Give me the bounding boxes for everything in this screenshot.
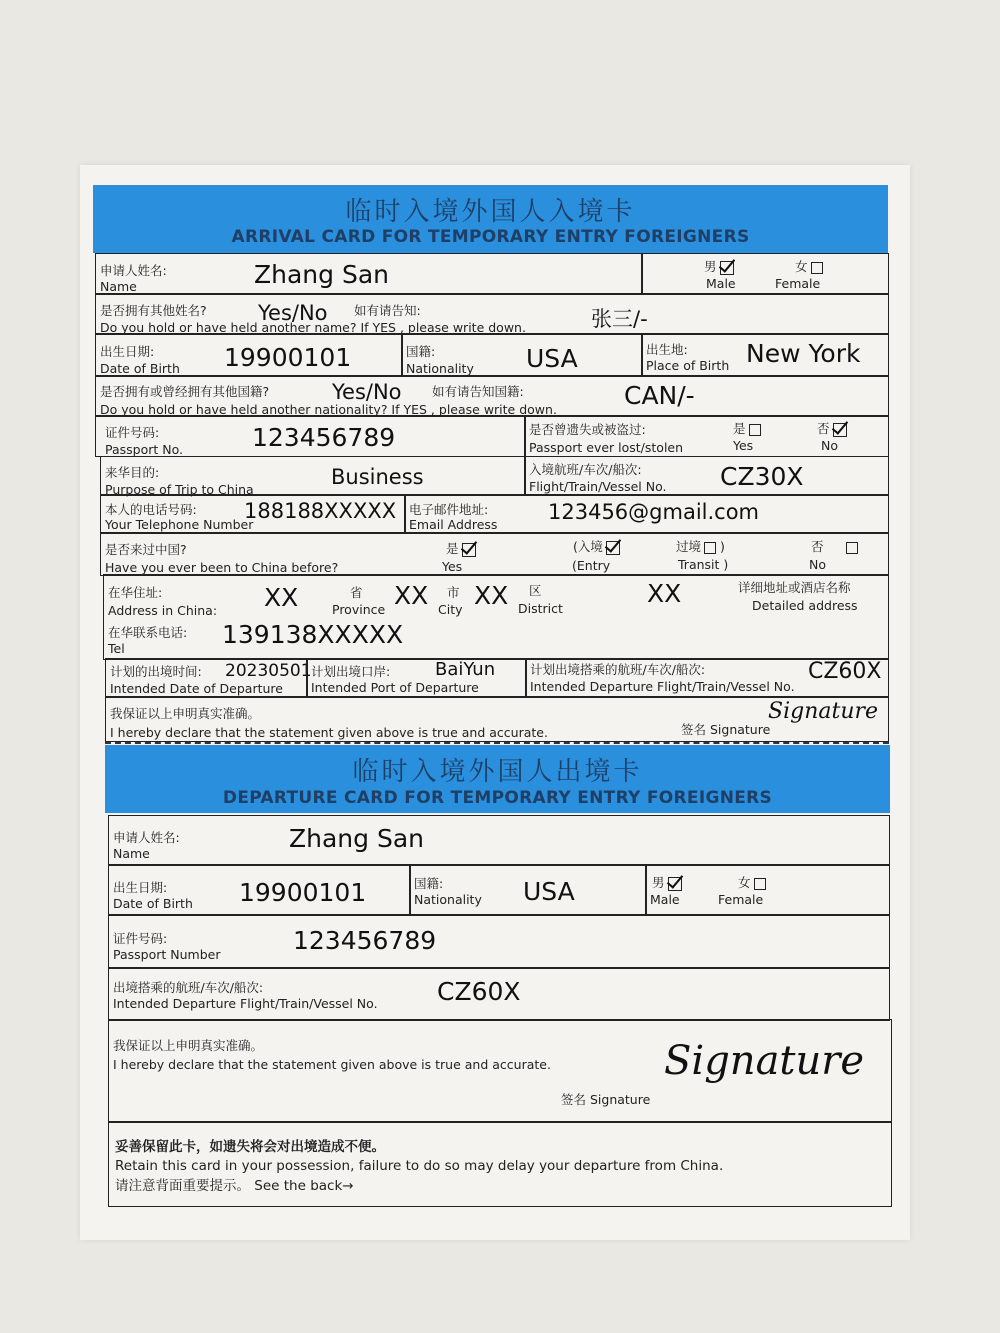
pob-label-zh: 出生地: <box>646 342 688 357</box>
pob-value: New York <box>746 339 861 368</box>
dep-card-female-checkbox-icon <box>754 878 766 890</box>
dob-value: 19900101 <box>224 343 352 372</box>
passport-value: 123456789 <box>252 423 396 452</box>
dep-card-dob-label-en: Date of Birth <box>113 896 193 911</box>
departure-name-cell[interactable] <box>108 815 890 865</box>
female-checkbox-icon <box>811 262 823 274</box>
dep-port-label-zh: 计划出境口岸: <box>311 664 391 679</box>
dep-card-nationality-label-en: Nationality <box>414 892 482 907</box>
dep-port-label-en: Intended Port of Departure <box>311 680 479 695</box>
arrival-other-name-cell[interactable] <box>95 293 889 335</box>
arrival-address-cell[interactable] <box>103 574 889 660</box>
arrival-male-option[interactable]: 男 <box>704 259 734 275</box>
dep-flight-label-en: Intended Departure Flight/Train/Vessel No. <box>530 679 795 694</box>
china-tel-label-zh: 在华联系电话: <box>108 625 188 640</box>
address-label-en: Address in China: <box>108 603 218 618</box>
address-district-value: XX <box>474 581 509 610</box>
lost-yes-option[interactable]: 是 <box>733 421 761 436</box>
arrival-pob-cell[interactable] <box>641 333 889 377</box>
other-nationality-label-en: Do you hold or have held another nationality? If YES , please write down. <box>100 402 557 417</box>
departure-declaration-cell[interactable] <box>108 1019 892 1123</box>
lost-yes-checkbox-icon <box>749 424 761 436</box>
lost-no-option[interactable]: 否 <box>817 421 847 437</box>
see-back-notice: 请注意背面重要提示。 See the back→ <box>115 1178 354 1194</box>
china-tel-label-en: Tel <box>108 641 125 656</box>
dep-card-nationality-value: USA <box>523 877 575 906</box>
dep-card-signature: Signature <box>664 1038 865 1084</box>
arrival-signature: Signature <box>768 699 879 724</box>
arrival-name-value: Zhang San <box>254 260 389 289</box>
been-no-checkbox-icon <box>846 542 858 554</box>
email-label-en: Email Address <box>409 517 498 532</box>
male-checked-icon <box>720 261 734 275</box>
arrival-female-option[interactable]: 女 <box>795 259 823 274</box>
been-entry-checked-icon <box>606 541 620 555</box>
arrival-card-header <box>93 185 888 253</box>
arrival-declaration-cell[interactable] <box>105 696 889 742</box>
departure-title-en: DEPARTURE CARD FOR TEMPORARY ENTRY FOREIGNERS <box>222 788 773 808</box>
dep-date-value: 20230501 <box>225 661 312 681</box>
arrival-tel-cell[interactable] <box>100 494 406 534</box>
address-city-value: XX <box>394 581 429 610</box>
nationality-label-en: Nationality <box>406 361 474 376</box>
dep-card-flight-value: CZ60X <box>437 977 521 1006</box>
dep-date-label-zh: 计划的出境时间: <box>110 664 202 679</box>
arrival-title-zh: 临时入境外国人入境卡 <box>345 197 636 227</box>
dep-card-passport-label-zh: 证件号码: <box>113 931 168 946</box>
district-label-zh: 区 <box>529 583 542 598</box>
other-nationality-value: CAN/- <box>624 381 695 410</box>
province-label-en: Province <box>332 602 386 617</box>
purpose-label-en: Purpose of Trip to China <box>105 482 254 497</box>
arrival-name-label-en: Name <box>100 279 137 294</box>
dep-flight-value: CZ60X <box>808 659 882 684</box>
purpose-value: Business <box>331 465 424 489</box>
departure-title-zh: 临时入境外国人出境卡 <box>352 757 643 787</box>
dep-card-flight-label-en: Intended Departure Flight/Train/Vessel No. <box>113 996 378 1011</box>
departure-flight-cell[interactable] <box>108 967 890 1021</box>
departure-passport-cell[interactable] <box>108 915 890 969</box>
address-detail-value: XX <box>647 579 682 608</box>
arrival-dep-port-cell[interactable] <box>306 658 527 698</box>
been-entry-label: (Entry <box>572 558 611 573</box>
dep-card-dob-label-zh: 出生日期: <box>113 880 168 895</box>
arrival-declare-zh: 我保证以上申明真实准确。 <box>110 706 261 721</box>
departure-card-header <box>105 745 890 813</box>
nationality-value: USA <box>526 344 578 373</box>
lost-no-label: No <box>821 438 838 453</box>
dep-card-male-checked-icon <box>668 877 682 891</box>
been-yes-label: Yes <box>442 559 463 574</box>
city-label-en: City <box>438 602 463 617</box>
province-label-zh: 省 <box>350 585 363 600</box>
arrival-dep-date-cell[interactable] <box>105 658 312 698</box>
other-name-label-zh: 是否拥有其他姓名? <box>100 303 207 318</box>
been-no-label: No <box>809 557 826 572</box>
other-name-label-en: Do you hold or have held another name? If YES , please write down. <box>100 320 526 335</box>
lost-label-en: Passport ever lost/stolen <box>529 440 684 455</box>
other-nationality-label-zh: 是否拥有或曾经拥有其他国籍? <box>100 384 270 399</box>
been-yes-option[interactable]: 是 <box>446 541 476 557</box>
arrival-flight-cell[interactable] <box>524 456 889 496</box>
dep-card-passport-value: 123456789 <box>293 926 437 955</box>
dep-card-male-label: Male <box>650 892 680 907</box>
arrival-email-cell[interactable] <box>404 494 889 534</box>
arrival-title-en: ARRIVAL CARD FOR TEMPORARY ENTRY FOREIGNERS <box>231 227 750 247</box>
other-nationality-if-yes-label: 如有请告知国籍: <box>432 384 524 399</box>
lost-no-checked-icon <box>833 423 847 437</box>
tel-label-en: Your Telephone Number <box>105 517 254 532</box>
email-value: 123456@gmail.com <box>548 500 760 524</box>
detail-label-zh: 详细地址或酒店名称 <box>738 580 851 595</box>
dep-card-nationality-label-zh: 国籍: <box>414 876 444 891</box>
arrival-nationality-cell[interactable] <box>401 333 643 377</box>
arrival-other-nationality-cell[interactable] <box>95 375 889 417</box>
departure-nationality-cell[interactable] <box>409 865 647 915</box>
dep-card-passport-label-en: Passport Number <box>113 947 221 962</box>
arrival-been-to-china-cell[interactable] <box>100 532 889 576</box>
been-label-zh: 是否来过中国? <box>105 542 187 557</box>
email-label-zh: 电子邮件地址: <box>409 502 489 517</box>
dep-card-name-value: Zhang San <box>289 824 424 853</box>
perforation-line <box>105 742 889 744</box>
arrival-dob-cell[interactable] <box>95 333 403 377</box>
arrival-passport-cell[interactable] <box>95 415 526 457</box>
lost-label-zh: 是否曾遗失或被盗过: <box>529 422 646 437</box>
purpose-label-zh: 来华目的: <box>105 465 160 480</box>
address-label-zh: 在华住址: <box>108 585 163 600</box>
been-transit-label: Transit ) <box>678 557 729 572</box>
dep-card-flight-label-zh: 出境搭乘的航班/车次/船次: <box>113 980 264 995</box>
address-province-value: XX <box>264 583 299 612</box>
dep-card-male-option[interactable]: 男 <box>652 875 682 891</box>
arrival-lost-cell[interactable] <box>524 415 889 457</box>
arrival-name-label-zh: 申请人姓名: <box>100 263 167 278</box>
dep-port-value: BaiYun <box>435 659 496 680</box>
pob-label-en: Place of Birth <box>646 358 730 373</box>
dep-card-sign-label: 签名 Signature <box>561 1092 651 1107</box>
arrival-dep-flight-cell[interactable] <box>525 658 889 698</box>
retain-notice-en: Retain this card in your possession, failure to do so may delay your departure from China. <box>115 1158 724 1174</box>
dep-card-name-label-en: Name <box>113 846 150 861</box>
district-label-en: District <box>518 601 563 616</box>
been-transit-option[interactable]: 过境 ) <box>676 539 725 554</box>
been-no-option[interactable]: 否 <box>811 539 858 554</box>
arrival-declare-en: I hereby declare that the statement given above is true and accurate. <box>110 725 548 740</box>
departure-notice-cell <box>108 1121 892 1207</box>
arrival-sex-cell[interactable] <box>641 253 889 295</box>
other-name-answer: Yes/No <box>258 301 328 325</box>
departure-sex-cell[interactable] <box>645 865 890 915</box>
passport-label-zh: 证件号码: <box>105 425 160 440</box>
arrival-male-label: Male <box>706 276 736 291</box>
dep-card-declare-zh: 我保证以上申明真实准确。 <box>113 1038 264 1053</box>
arrival-female-label: Female <box>775 276 821 291</box>
nationality-label-zh: 国籍: <box>406 344 436 359</box>
dep-card-female-label: Female <box>718 892 764 907</box>
arrival-sign-label: 签名 Signature <box>681 722 771 737</box>
city-label-zh: 市 <box>447 585 460 600</box>
been-entry-option[interactable]: (入境 <box>573 539 620 555</box>
tel-value: 188188XXXXX <box>244 499 397 523</box>
dob-label-zh: 出生日期: <box>100 344 155 359</box>
flight-label-en: Flight/Train/Vessel No. <box>529 479 667 494</box>
dep-flight-label-zh: 计划出境搭乘的航班/车次/船次: <box>530 662 706 677</box>
departure-dob-cell[interactable] <box>108 865 411 915</box>
other-name-if-yes-label: 如有请告知: <box>354 303 421 318</box>
arrival-name-cell[interactable] <box>95 253 643 295</box>
detail-label-en: Detailed address <box>752 598 858 613</box>
china-tel-value: 139138XXXXX <box>222 620 404 649</box>
dep-card-dob-value: 19900101 <box>239 878 367 907</box>
arrival-purpose-cell[interactable] <box>100 456 526 496</box>
other-name-value: 张三/- <box>591 307 648 331</box>
other-nationality-answer: Yes/No <box>332 380 402 404</box>
dep-card-name-label-zh: 申请人姓名: <box>113 830 180 845</box>
dep-card-declare-en: I hereby declare that the statement given above is true and accurate. <box>113 1057 551 1072</box>
been-transit-checkbox-icon <box>704 542 716 554</box>
dep-date-label-en: Intended Date of Departure <box>110 681 283 696</box>
dob-label-en: Date of Birth <box>100 361 180 376</box>
dep-card-female-option[interactable]: 女 <box>738 875 766 890</box>
tel-label-zh: 本人的电话号码: <box>105 502 197 517</box>
been-label-en: Have you ever been to China before? <box>105 560 339 575</box>
retain-notice-zh: 妥善保留此卡，如遗失将会对出境造成不便。 <box>115 1139 385 1155</box>
flight-value: CZ30X <box>720 462 804 491</box>
lost-yes-label: Yes <box>733 438 754 453</box>
been-yes-checked-icon <box>462 543 476 557</box>
passport-label-en: Passport No. <box>105 442 184 457</box>
flight-label-zh: 入境航班/车次/船次: <box>529 462 642 477</box>
